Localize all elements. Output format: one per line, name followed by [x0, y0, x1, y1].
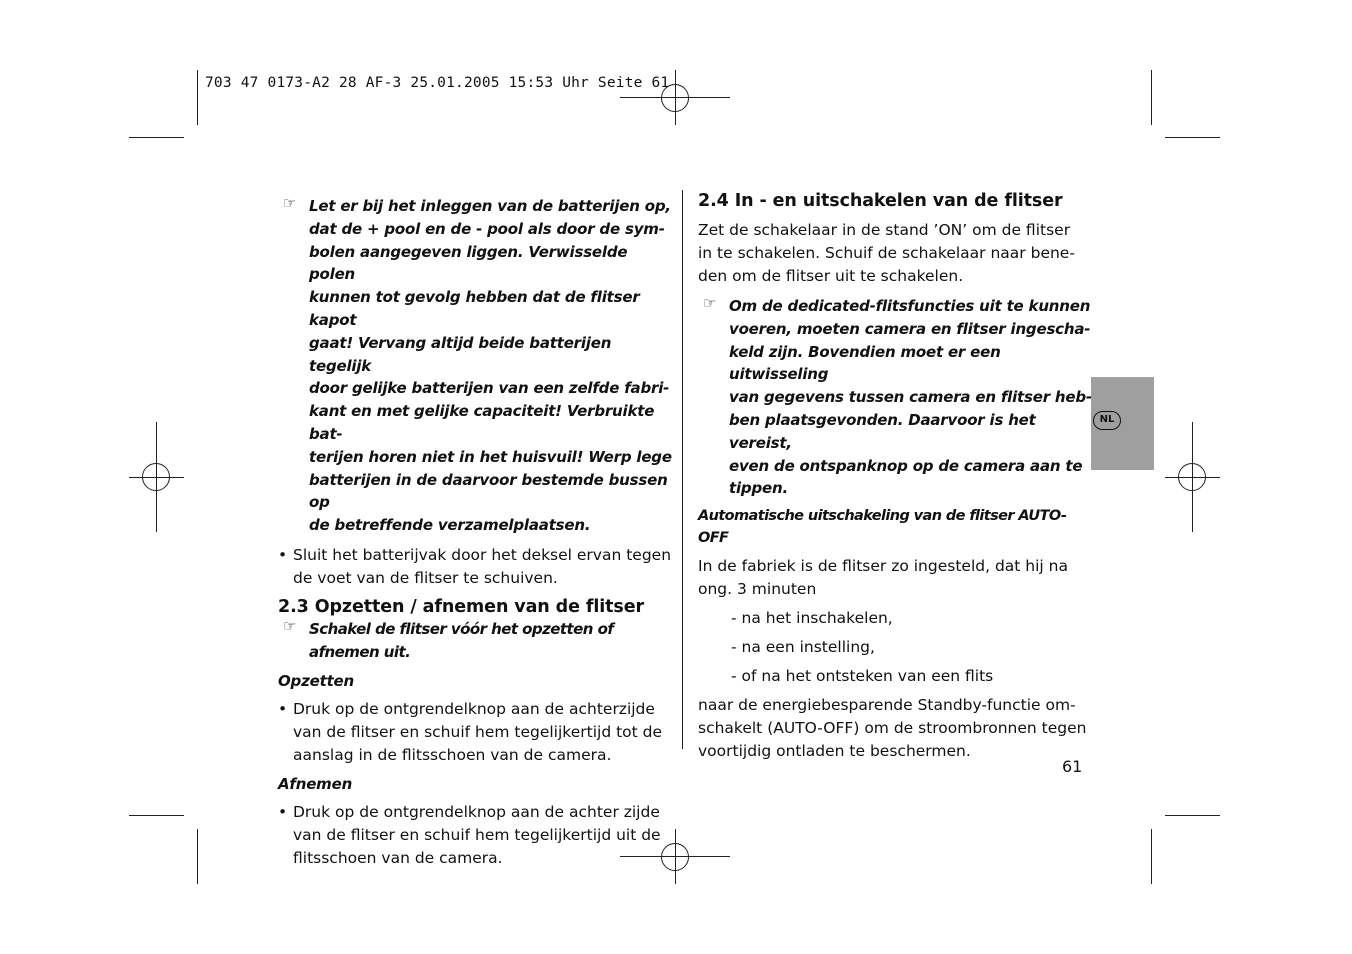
crop-mark-bottom-right-v — [1151, 829, 1152, 884]
list-item: - na het inschakelen, — [731, 609, 893, 628]
column-divider — [682, 190, 683, 749]
print-header: 703 47 0173-A2 28 AF-3 25.01.2005 15:53 Uhr Seite 61 — [205, 75, 670, 91]
crop-mark-bottom-left-v — [197, 829, 198, 884]
crop-mark-top-left-v — [197, 70, 198, 125]
right-column — [698, 189, 1093, 763]
dedicated-functions-note: ☞ Om de dedicated-flitsfuncties uit te kunnen voeren, moeten camera en flitser ingescha- keld zijn. Bovendien moet er een uitwisseling van gegevens tussen camera en flitser heb- ben plaatsgevonden. Daarvoor is het vereist, even de ontspanknop op de camera aan te tippen. — [703, 294, 1092, 498]
section-2-3-note: ☞ Schakel de flitser vóór het opzetten of afnemen uit. — [283, 616, 614, 661]
bullet-mark: • — [278, 802, 288, 821]
auto-off-outro: naar de energiebesparende Standby-functie om- schakelt (AUTO-OFF) om de stroombronnen tegen voortijdig ontladen te beschermen. — [698, 696, 1087, 761]
bullet-mark: • — [278, 699, 288, 718]
opzetten-bullet: • Druk op de ontgrendelknop aan de achterzijde van de flitser en schuif hem tegelijkertijd tot de aanslag in de flitsschoen van de camera. — [278, 699, 663, 764]
crop-mark-top-right-v — [1151, 70, 1152, 125]
pointing-hand-icon: ☞ — [703, 294, 717, 312]
section-2-4-title: 2.4 In - en uitschakelen van de flitser — [698, 191, 1063, 211]
afnemen-bullet: • Druk op de ontgrendelknop aan de achter zijde van de flitser en schuif hem tegelijkertijd uit de flitsschoen van de camera. — [278, 802, 661, 867]
auto-off-list — [698, 607, 1093, 688]
page-number: 61 — [1062, 757, 1083, 776]
crop-mark-top-left-h — [129, 137, 184, 138]
left-column — [278, 195, 673, 870]
pointing-hand-icon: ☞ — [283, 194, 297, 212]
opzetten-heading: Opzetten — [278, 671, 354, 690]
crop-mark-top-right-h — [1165, 137, 1220, 138]
auto-off-intro: In de fabriek is de flitser zo ingesteld, dat hij na ong. 3 minuten — [698, 557, 1068, 599]
section-2-4-intro: Zet de schakelaar in de stand ’ON’ om de flitser in te schakelen. Schuif de schakelaar naar bene- den om de flitser uit te schakelen. — [698, 221, 1075, 285]
pointing-hand-icon: ☞ — [283, 616, 296, 635]
section-2-3-title: 2.3 Opzetten / afnemen van de flitser — [278, 596, 645, 617]
afnemen-heading: Afnemen — [278, 774, 353, 793]
list-item: - na een instelling, — [731, 638, 875, 657]
crop-mark-bottom-right-h — [1165, 815, 1220, 816]
language-badge: NL — [1093, 411, 1121, 430]
close-battery-bullet: • Sluit het batterijvak door het deksel ervan tegen de voet van de flitser te schuiven. — [278, 545, 672, 587]
auto-off-heading: Automatische uitschakeling van de flitser AUTO-OFF — [698, 508, 1067, 547]
bullet-mark: • — [278, 545, 288, 564]
battery-warning-note: ☞ Let er bij het inleggen van de batterijen op, dat de + pool en de - pool als door de sym- bolen aangegeven liggen. Verwisselde polen kunnen tot gevolg hebben dat de flitser kapot gaat! Vervang altijd beide batterijen tegelijk door gelijke batterijen van een zelfde fabri- kant en met gelijke capaciteit! Verbruikte bat- terijen horen niet in het huisvuil! Werp lege batterijen in de daarvoor bestemde bussen op de betreffende verzamelplaatsen. — [283, 194, 672, 535]
crop-mark-bottom-left-h — [129, 815, 184, 816]
list-item: - of na het ontsteken van een flits — [731, 667, 994, 686]
